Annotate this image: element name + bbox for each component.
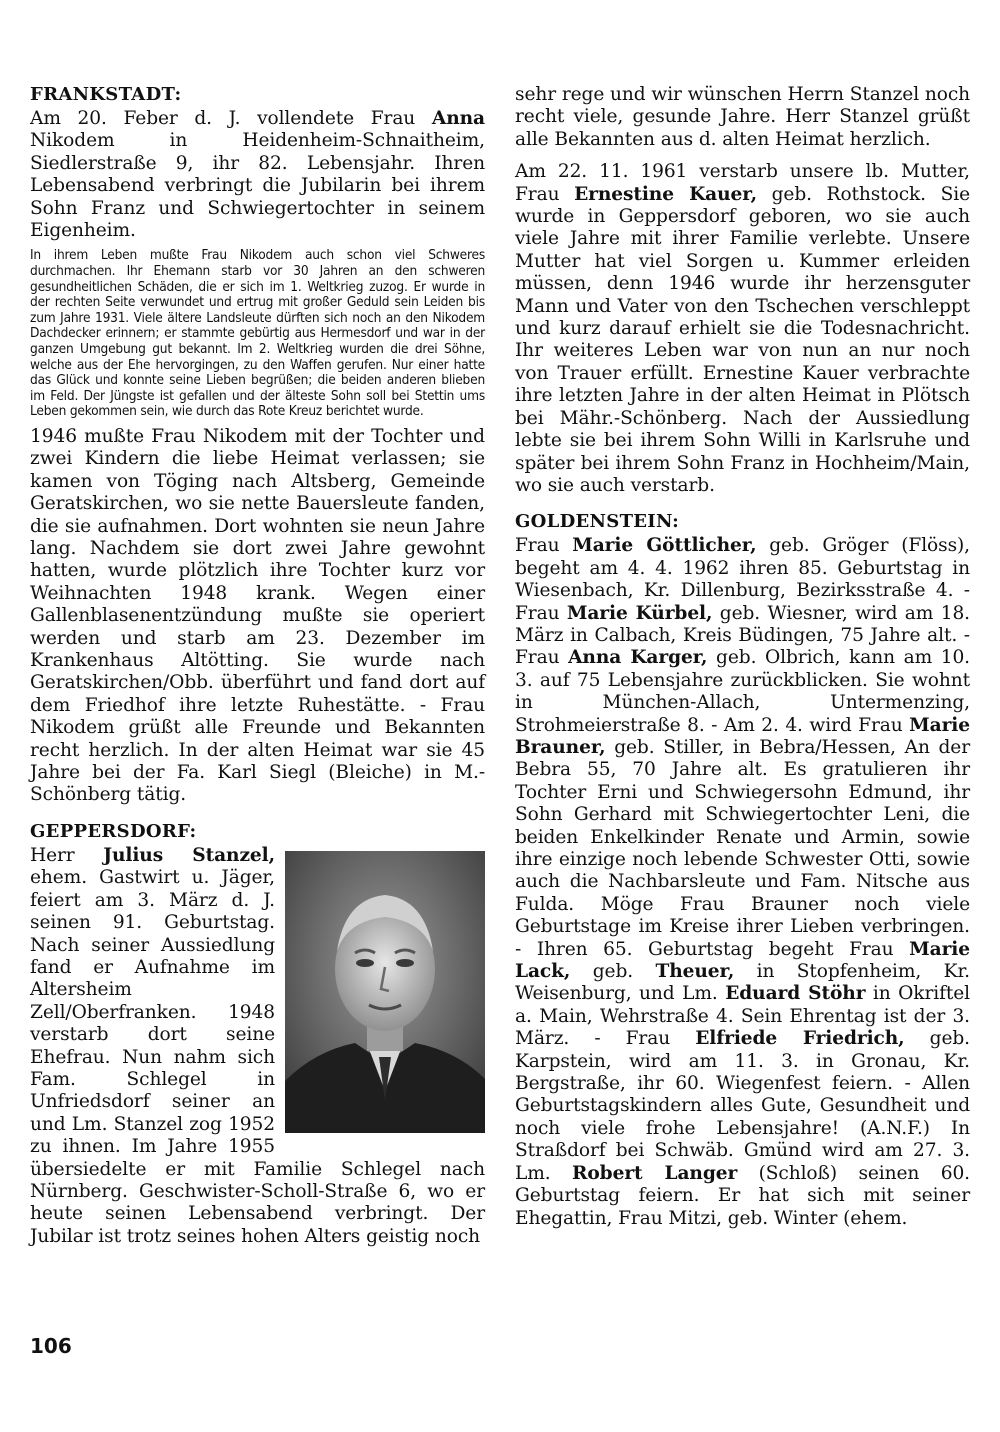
- text: ehem. Gastwirt u. Jäger, feiert am 3. März d. J. seinen 91. Geburtstag. Nach seiner Aussiedlung fand er Aufnahme im Altersheim Zell/Oberfranken. 1948 verstarb dort seine Ehefrau. Nun nahm sich Fam. Schlegel in Unfriedsdorf seiner an und Lm. Stanzel zog 1952 zu ihnen. Im Jahre 1955 übersiedelte er mit Familie Schlegel nach Nürnberg. Geschwister-Scholl-Straße 6, wo er heute seinen Lebensabend verbringt. Der Jubilar ist trotz seines hohen Alters geistig noch: [30, 867, 485, 1247]
- person-name: Theuer,: [655, 961, 735, 983]
- page-number: 106: [30, 1334, 72, 1358]
- person-name: Ernestine Kauer,: [574, 183, 757, 205]
- left-column: [30, 84, 485, 1254]
- goldenstein-paragraph: [515, 535, 970, 1230]
- section-heading-frankstadt: FRANKSTADT:: [30, 84, 182, 105]
- person-name: Anna Karger,: [568, 647, 708, 669]
- text: (Schloß) seinen 60. Geburtstag feiern. Er hat sich mit seiner Ehegattin, Frau Mitzi, geb. Winter (ehem.: [515, 1162, 970, 1229]
- text: geb. Karpstein, wird am 11. 3. in Gronau, Kr. Bergstraße, ihr 60. Wiegenfest feiern. - Allen Geburtstagskindern alles Gute, Gesundheit und noch viele frohe Lebensjahre! (A.N.F.) In Straßdorf bei Schwäb. Gmünd wird am 27. 3. Lm.: [515, 1028, 970, 1184]
- person-name: Marie Lack,: [515, 938, 970, 983]
- person-name: Marie Brauner,: [515, 714, 970, 758]
- text: geb. Wiesner, wird am 18. März in Calbach, Kreis Büdingen, 75 Jahre alt. - Frau: [515, 602, 970, 669]
- person-name: Marie Kürbel,: [566, 602, 713, 624]
- person-name: Anna: [431, 108, 485, 129]
- person-name: Elfriede Friedrich,: [695, 1028, 905, 1050]
- text: geb.: [570, 961, 656, 983]
- portrait-image: [285, 851, 485, 1133]
- portrait-photo: [285, 851, 485, 1133]
- frankstadt-small-print: In ihrem Leben mußte Frau Nikodem auch schon viel Schweres durchmachen. Ihr Ehemann starb vor 30 Jahren an den schweren gesundheitlichen Schäden, die er sich im 1. Weltkrieg zuzog. Er wurde in der rechten Seite verwundet und ertrug mit großer Geduld sein Leiden bis zum Jahre 1931. Viele ältere Landsleute dürften sich noch an den Nikodem Dachdecker erinnern; er stammte gebürtig aus Hermesdorf und war in der ganzen Umgebung gut bekannt. Im 2. Weltkrieg wurden die drei Söhne, welche aus der Ehe hervorgingen, zu den Waffen gerufen. Nur einer hatte das Glück und konnte seine Lieben begrüßen; die beiden anderen blieben im Feld. Der Jüngste ist gefallen und der älteste Sohn soll bei Stettin ums Leben gekommen sein, wie durch das Rote Kreuz berichtet wurde.: [30, 247, 485, 420]
- person-name: Robert Langer: [572, 1162, 738, 1184]
- text: Am 20. Feber d. J. vollendete Frau: [30, 108, 432, 129]
- section-heading-goldenstein: GOLDENSTEIN:: [515, 511, 680, 533]
- geppersdorf-paragraph-continued: sehr rege und wir wünschen Herrn Stanzel noch recht viele, gesunde Jahre. Herr Stanzel grüßt alle Bekannten aus d. alten Heimat herzlich.: [515, 84, 971, 150]
- text: Herr: [30, 844, 104, 866]
- text: Am 22. 11. 1961 verstarb unsere lb. Mutter, Frau: [515, 161, 970, 205]
- text: geb. Gröger (Flöss), begeht am 4. 4. 1962 ihren 85. Geburtstag in Wiesenbach, Kr. Dillenburg, Bezirksstraße 4. - Frau: [515, 535, 970, 624]
- obituary-paragraph: [515, 161, 970, 497]
- text: Frau: [515, 535, 573, 557]
- right-column: [515, 84, 970, 1236]
- text: geb. Rothstock. Sie wurde in Geppersdorf geboren, wo sie auch viele Jahre mit ihrer Familie verlebte. Unsere Mutter hat viel Sorgen u. Kummer erleiden müssen, denn 1946 wurde ihr herzensguter Mann und Vater von den Tschechen verschleppt und kurz darauf erhielt sie die Todesnachricht. Ihr weiteres Leben war von nun an nur noch von Trauer erfüllt. Ernestine Kauer verbrachte ihre letzten Jahre in der alten Heimat in Plötsch bei Mähr.-Schönberg. Nach der Aussiedlung lebte sie bei ihrem Sohn Willi in Karlsruhe und später bei ihrem Sohn Franz in Hochheim/Main, wo sie auch verstarb.: [515, 183, 970, 496]
- text: geb. Stiller, in Bebra/Hessen, An der Bebra 55, 70 Jahre alt. Es gratulieren ihr Tochter Erni und Schwiegersohn Edmund, ihr Sohn Gerhard mit Schwiegertochter Leni, die beiden Enkelkinder Renate und Armin, sowie ihre einzige noch lebende Schwester Otti, sowie auch die Nachbarsleute und Fam. Nitsche aus Fulda. Möge Frau Brauner noch viele Geburtstage im Kreise ihrer Lieben verbringen. - Ihren 65. Geburtstag begeht Frau: [515, 736, 970, 960]
- text: Nikodem in Heidenheim-Schnaitheim, Siedlerstraße 9, ihr 82. Lebensjahr. Ihren Lebensabend verbringt die Jubilarin bei ihrem Sohn Franz und Schwiegertochter in seinem Eigenheim.: [30, 130, 485, 242]
- text: geb. Olbrich, kann am 10. 3. auf 75 Lebensjahre zurückblicken. Sie wohnt in München-Allach, Untermenzing, Strohmeierstraße 8. - Am 2. 4. wird Frau: [515, 647, 970, 736]
- person-name: Julius Stanzel,: [103, 844, 275, 866]
- text: in Okriftel a. Main, Wehrstraße 4. Sein Ehrentag ist der 3. März. - Frau: [515, 983, 970, 1050]
- text: in Stopfenheim, Kr. Weisenburg, und Lm.: [515, 961, 970, 1005]
- person-name: Eduard Stöhr: [725, 983, 866, 1005]
- frankstadt-paragraph-1: [30, 108, 485, 242]
- section-heading-geppersdorf: GEPPERSDORF:: [30, 820, 197, 842]
- person-name: Marie Göttlicher,: [572, 535, 757, 557]
- frankstadt-paragraph-2: 1946 mußte Frau Nikodem mit der Tochter und zwei Kindern die liebe Heimat verlassen; sie kamen von Töging nach Altsberg, Gemeinde Geratskirchen, wo sie nette Bauersleute fanden, die sie aufnahmen. Dort wohnten sie neun Jahre lang. Nachdem sie dort zwei Jahre gewohnt hatten, wurde plötzlich ihre Tochter kurz vor Weihnachten 1948 krank. Wegen einer Gallenblasenentzündung mußte sie operiert werden und starb am 23. Dezember im Krankenhaus Altötting. Sie wurde nach Geratskirchen/Obb. überführt und fand dort auf dem Friedhof ihre letzte Ruhestätte. - Frau Nikodem grüßt alle Freunde und Bekannten recht herzlich. In der alten Heimat war sie 45 Jahre bei der Fa. Karl Siegl (Bleiche) in M.-Schönberg tätig.: [30, 425, 485, 806]
